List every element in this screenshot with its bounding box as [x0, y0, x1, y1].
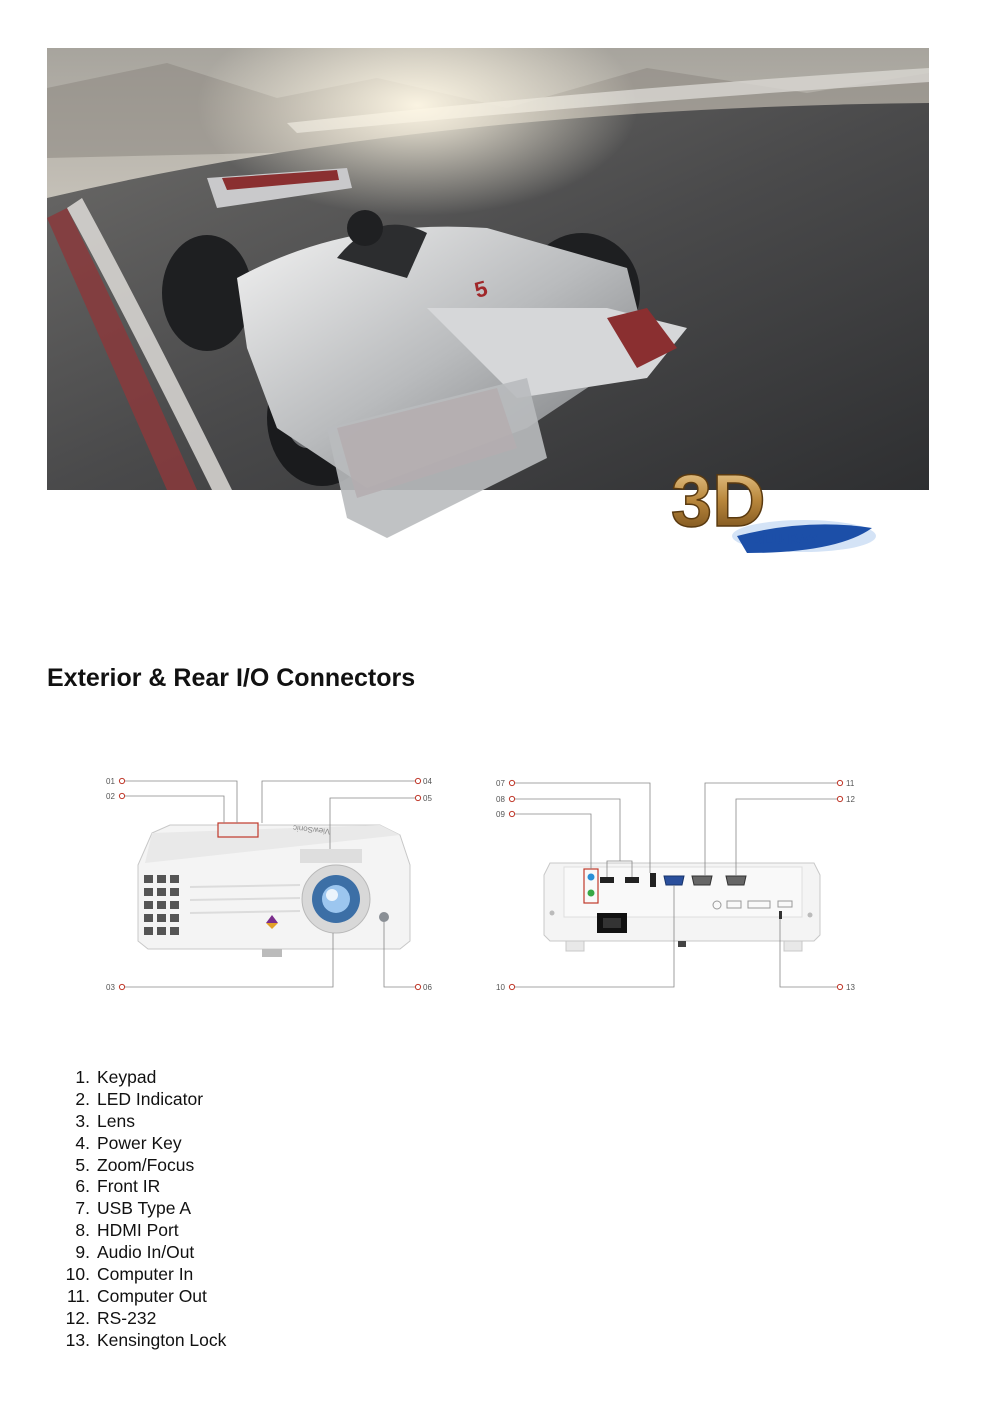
- list-item: 2. LED Indicator: [75, 1088, 204, 1109]
- computer-in-port: [664, 876, 684, 885]
- front-view-diagram: [100, 765, 440, 1005]
- callout-label-06: 06: [423, 983, 432, 992]
- callout-marker-05: [415, 795, 420, 800]
- callout-label-04: 04: [423, 777, 432, 786]
- callout-label-07: 07: [496, 779, 505, 788]
- usb-port: [650, 873, 656, 887]
- zoom-focus-slot: [300, 849, 362, 863]
- list-item: 7. USB Type A: [75, 1198, 192, 1219]
- callout-marker-11: [837, 780, 842, 785]
- callout-label-13: 13: [846, 983, 855, 992]
- list-item: 11. Computer Out: [66, 1285, 207, 1306]
- callout-marker-09: [509, 811, 514, 816]
- rs232-port: [726, 876, 746, 885]
- kensington-slot: [779, 911, 782, 919]
- list-item: 4. Power Key: [75, 1132, 182, 1153]
- list-item: 5. Zoom/Focus: [75, 1154, 195, 1175]
- callout-label-03: 03: [106, 983, 115, 992]
- callout-label-11: 11: [846, 779, 855, 788]
- hero-banner: [47, 48, 929, 568]
- callout-marker-06: [415, 984, 420, 989]
- computer-out-port: [692, 876, 712, 885]
- callout-marker-07: [509, 780, 514, 785]
- callout-label-05: 05: [423, 794, 432, 803]
- callout-label-08: 08: [496, 795, 505, 804]
- audio-out-jack: [588, 890, 595, 897]
- list-item: 9. Audio In/Out: [75, 1242, 195, 1263]
- callout-marker-04: [415, 778, 420, 783]
- callout-marker-10: [509, 984, 514, 989]
- projector-front-illustration: [100, 765, 440, 1005]
- front-ir-window: [379, 912, 389, 922]
- audio-in-jack: [588, 874, 595, 881]
- callout-marker-01: [119, 778, 124, 783]
- list-item: 6. Front IR: [75, 1176, 161, 1197]
- hdmi-port-2: [625, 877, 639, 883]
- list-item: 1. Keypad: [75, 1067, 157, 1087]
- callout-marker-08: [509, 796, 514, 801]
- race-car-illustration: [47, 48, 929, 568]
- callout-label-09: 09: [496, 810, 505, 819]
- section-title: Exterior & Rear I/O Connectors: [47, 664, 416, 692]
- callout-marker-03: [119, 984, 124, 989]
- list-item: 8. HDMI Port: [75, 1220, 179, 1241]
- callout-label-12: 12: [846, 795, 855, 804]
- brand-name: ViewSonic: [292, 823, 331, 837]
- badge-bluray-text: BLU-RAY: [752, 531, 819, 548]
- callout-label-02: 02: [106, 792, 115, 801]
- list-item: 12. RS-232: [65, 1307, 157, 1328]
- callout-label-10: 10: [496, 983, 505, 992]
- projector-rear-illustration: [492, 765, 867, 1005]
- callout-marker-02: [119, 793, 124, 798]
- rear-view-diagram: [492, 765, 867, 1005]
- car-number: 5: [471, 275, 491, 303]
- list-item: 10. Computer In: [65, 1264, 194, 1285]
- badge-3d-text: 3D: [671, 459, 766, 542]
- parts-list: [60, 1067, 226, 1352]
- callout-marker-12: [837, 796, 842, 801]
- hdmi-port-1: [600, 877, 614, 883]
- callout-marker-13: [837, 984, 842, 989]
- list-item: 13. Kensington Lock: [65, 1329, 227, 1350]
- keypad-highlight: [218, 823, 258, 837]
- list-item: 3. Lens: [75, 1110, 135, 1131]
- callout-label-01: 01: [106, 777, 115, 786]
